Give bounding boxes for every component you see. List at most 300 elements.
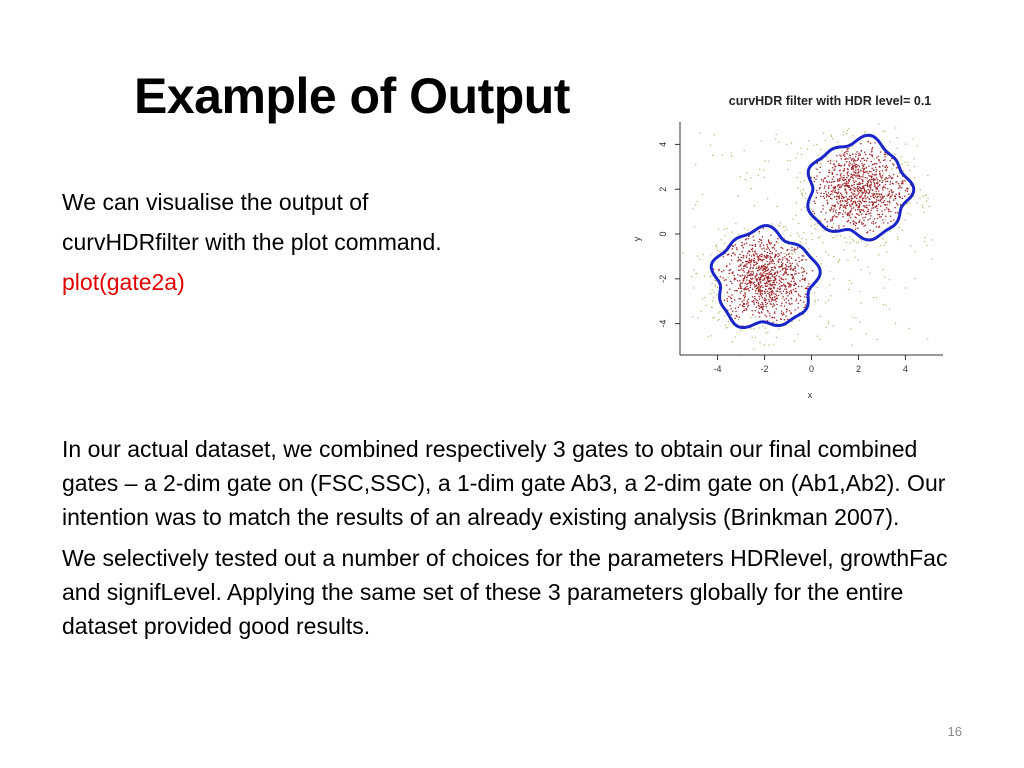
data-point <box>812 211 814 213</box>
data-point <box>865 246 866 247</box>
data-point <box>833 208 835 210</box>
data-point <box>765 270 767 272</box>
data-point <box>900 197 902 199</box>
data-point <box>865 225 867 227</box>
data-point <box>852 135 853 136</box>
data-point <box>775 301 777 303</box>
data-point <box>762 293 764 295</box>
data-point <box>744 294 746 296</box>
data-point <box>778 276 780 278</box>
data-point <box>897 237 898 238</box>
data-point <box>752 278 754 280</box>
data-point <box>770 234 772 236</box>
background-point <box>786 144 787 145</box>
data-point <box>845 208 847 210</box>
background-point <box>792 254 793 255</box>
background-point <box>787 169 788 170</box>
data-point <box>882 189 884 191</box>
data-point <box>749 258 751 260</box>
data-point <box>754 284 756 286</box>
data-point <box>792 278 794 280</box>
data-point <box>818 237 819 238</box>
data-point <box>791 247 793 249</box>
background-point <box>798 236 799 237</box>
data-point <box>840 178 842 180</box>
data-point <box>785 302 787 304</box>
data-point <box>872 174 874 176</box>
data-point <box>739 254 741 256</box>
background-point <box>718 319 719 320</box>
data-point <box>776 304 778 306</box>
data-point <box>878 156 880 158</box>
data-point <box>876 157 878 159</box>
data-point <box>801 286 803 288</box>
data-point <box>839 184 841 186</box>
data-point <box>765 295 767 297</box>
data-point <box>882 175 884 177</box>
data-point <box>786 311 788 313</box>
data-point <box>783 290 785 292</box>
background-point <box>805 242 806 243</box>
data-point <box>842 177 844 179</box>
data-point <box>825 251 826 252</box>
data-point <box>781 282 783 284</box>
data-point <box>746 261 748 263</box>
data-point <box>864 171 866 173</box>
data-point <box>733 275 735 277</box>
data-point <box>784 305 786 307</box>
data-point <box>908 193 910 195</box>
data-point <box>779 279 781 281</box>
data-point <box>842 179 844 181</box>
data-point <box>801 243 802 244</box>
background-point <box>768 344 769 345</box>
data-point <box>715 245 716 246</box>
data-point <box>877 182 879 184</box>
data-point <box>863 225 865 227</box>
data-point <box>799 261 801 263</box>
data-point <box>843 206 845 208</box>
data-point <box>861 209 863 211</box>
data-point <box>855 169 857 171</box>
data-point <box>758 327 759 328</box>
data-point <box>838 184 840 186</box>
data-point <box>862 183 864 185</box>
data-point <box>849 186 851 188</box>
data-point <box>826 221 828 223</box>
data-point <box>867 189 869 191</box>
data-point <box>866 160 868 162</box>
data-point <box>872 147 874 149</box>
data-point <box>869 230 871 232</box>
data-point <box>834 215 836 217</box>
data-point <box>717 250 718 251</box>
data-point <box>840 193 842 195</box>
data-point <box>870 188 872 190</box>
data-point <box>770 251 772 253</box>
data-point <box>831 191 833 193</box>
data-point <box>837 179 839 181</box>
data-point <box>760 304 762 306</box>
data-point <box>832 216 834 218</box>
data-point <box>848 164 850 166</box>
data-point <box>853 174 855 176</box>
background-point <box>884 287 885 288</box>
data-point <box>832 219 834 221</box>
data-point <box>777 238 779 240</box>
data-point <box>834 191 836 193</box>
data-point <box>724 300 726 302</box>
background-point <box>764 160 765 161</box>
background-point <box>727 277 728 278</box>
data-point <box>779 291 781 293</box>
data-point <box>837 193 839 195</box>
data-point <box>893 199 895 201</box>
data-point <box>853 201 855 203</box>
data-point <box>791 280 793 282</box>
data-point <box>745 239 747 241</box>
data-point <box>889 202 891 204</box>
data-point <box>858 153 860 155</box>
data-point <box>759 239 761 241</box>
background-point <box>910 214 911 215</box>
background-point <box>710 144 711 145</box>
data-point <box>762 287 764 289</box>
data-point <box>877 183 879 185</box>
data-point <box>856 204 858 206</box>
data-point <box>850 155 852 157</box>
data-point <box>758 291 760 293</box>
plot-axes <box>675 122 943 360</box>
data-point <box>923 212 924 213</box>
data-point <box>880 151 882 153</box>
data-point <box>820 192 822 194</box>
data-point <box>729 289 731 291</box>
data-point <box>869 184 871 186</box>
data-point <box>865 131 866 132</box>
data-point <box>897 175 899 177</box>
data-point <box>828 170 830 172</box>
data-point <box>864 196 866 198</box>
data-point <box>886 207 888 209</box>
data-point <box>855 195 857 197</box>
data-point <box>785 285 787 287</box>
data-point <box>774 272 776 274</box>
data-point <box>854 182 856 184</box>
background-point <box>869 273 870 274</box>
background-point <box>826 156 827 157</box>
data-point <box>804 270 806 272</box>
background-point <box>926 200 927 201</box>
data-point <box>730 281 732 283</box>
data-point <box>747 229 748 230</box>
data-point <box>751 274 753 276</box>
data-point <box>857 175 859 177</box>
data-point <box>780 281 782 283</box>
background-point <box>795 252 796 253</box>
data-point <box>794 285 796 287</box>
data-point <box>732 311 734 313</box>
data-point <box>755 310 757 312</box>
background-point <box>883 304 884 305</box>
data-point <box>847 186 849 188</box>
background-point <box>860 291 861 292</box>
background-point <box>716 244 717 245</box>
background-point <box>913 138 914 139</box>
data-point <box>768 272 770 274</box>
data-point <box>904 180 906 182</box>
data-point <box>778 141 779 142</box>
data-point <box>744 275 746 277</box>
data-point <box>811 233 812 234</box>
data-point <box>877 186 879 188</box>
data-point <box>771 300 773 302</box>
background-point <box>797 334 798 335</box>
data-point <box>839 206 841 208</box>
data-point <box>864 168 866 170</box>
data-point <box>855 228 857 230</box>
data-point <box>800 296 802 298</box>
data-point <box>885 187 887 189</box>
data-point <box>865 216 867 218</box>
paragraph-1: In our actual dataset, we combined respectively 3 gates to obtain our final combined gates – a 2-dim gate on (FSC,SSC), a 1-dim gate Ab3, a 2-dim gate on (Ab1,Ab2). Our intention was to match the results of an already existing analysis (Brinkman 2007). <box>62 436 946 530</box>
data-point <box>760 294 762 296</box>
background-point <box>851 283 852 284</box>
data-point <box>749 254 751 256</box>
data-point <box>868 209 870 211</box>
data-point <box>891 192 893 194</box>
data-point <box>769 313 771 315</box>
data-point <box>844 168 846 170</box>
data-point <box>772 274 774 276</box>
data-point <box>774 282 776 284</box>
data-point <box>833 164 835 166</box>
data-point <box>882 219 884 221</box>
data-point <box>740 330 741 331</box>
data-point <box>857 228 859 230</box>
data-point <box>823 230 824 231</box>
data-point <box>756 253 758 255</box>
data-point <box>835 166 837 168</box>
data-point <box>896 137 897 138</box>
data-point <box>854 166 856 168</box>
background-point <box>744 150 745 151</box>
data-point <box>794 248 796 250</box>
data-point <box>870 196 872 198</box>
data-point <box>711 335 712 336</box>
data-point <box>740 286 742 288</box>
data-point <box>722 277 724 279</box>
data-point <box>838 214 840 216</box>
background-point <box>828 321 829 322</box>
data-point <box>833 186 835 188</box>
x-tick-label: 0 <box>808 364 815 374</box>
data-point <box>754 296 756 298</box>
data-point <box>729 305 731 307</box>
data-point <box>869 199 871 201</box>
data-point <box>763 268 765 270</box>
background-point <box>776 134 777 135</box>
background-point <box>833 223 834 224</box>
data-point <box>858 155 860 157</box>
data-point <box>895 195 897 197</box>
data-point <box>890 181 892 183</box>
data-point <box>769 261 771 263</box>
data-point <box>863 169 865 171</box>
data-point <box>790 267 792 269</box>
data-point <box>779 288 781 290</box>
data-point <box>901 187 903 189</box>
data-point <box>762 304 764 306</box>
data-point <box>784 299 786 301</box>
background-point <box>714 134 715 135</box>
data-point <box>746 263 748 265</box>
data-point <box>806 288 808 290</box>
background-point <box>902 164 903 165</box>
background-point <box>853 240 854 241</box>
data-point <box>857 165 859 167</box>
data-point <box>854 191 856 193</box>
data-point <box>859 204 861 206</box>
data-point <box>786 298 788 300</box>
data-point <box>871 150 873 152</box>
data-point <box>814 292 815 293</box>
data-point <box>904 161 905 162</box>
data-point <box>833 188 835 190</box>
data-point <box>883 187 885 189</box>
background-point <box>776 206 777 207</box>
data-point <box>862 200 864 202</box>
data-point <box>869 179 871 181</box>
data-point <box>853 162 855 164</box>
data-point <box>905 190 907 192</box>
data-point <box>847 148 849 150</box>
data-point <box>761 260 763 262</box>
data-point <box>876 226 878 228</box>
background-point <box>860 269 861 270</box>
data-point <box>814 213 816 215</box>
data-point <box>874 163 876 165</box>
data-point <box>850 222 852 224</box>
data-point <box>841 194 843 196</box>
data-point <box>862 179 864 181</box>
data-point <box>758 288 760 290</box>
data-point <box>840 186 842 188</box>
data-point <box>812 239 813 240</box>
data-point <box>750 281 752 283</box>
data-point <box>847 169 849 171</box>
data-point <box>867 231 869 233</box>
data-point <box>823 133 824 134</box>
data-point <box>774 267 776 269</box>
x-tick-label: 4 <box>902 364 908 374</box>
data-point <box>898 193 900 195</box>
data-point <box>902 198 904 200</box>
data-point <box>759 316 761 318</box>
data-point <box>735 244 737 246</box>
data-point <box>770 270 772 272</box>
data-point <box>766 261 768 263</box>
data-point <box>752 268 754 270</box>
data-point <box>766 248 768 250</box>
y-tick-label: -4 <box>658 319 668 328</box>
data-point <box>813 145 814 146</box>
data-point <box>854 188 856 190</box>
data-point <box>855 156 857 158</box>
data-point <box>753 302 755 304</box>
data-point <box>767 252 769 254</box>
background-point <box>794 340 795 341</box>
data-point <box>832 167 834 169</box>
y-tick-label: 2 <box>658 186 668 192</box>
data-point <box>758 231 760 233</box>
data-point <box>867 183 869 185</box>
data-point <box>819 236 820 237</box>
data-point <box>762 236 764 238</box>
data-point <box>824 197 826 199</box>
data-point <box>789 291 791 293</box>
data-point <box>870 182 872 184</box>
data-point <box>887 188 889 190</box>
background-point <box>847 260 848 261</box>
background-point <box>759 233 760 234</box>
data-point <box>786 292 788 294</box>
background-point <box>726 327 727 328</box>
data-point <box>769 280 771 282</box>
data-point <box>846 192 848 194</box>
data-point <box>764 255 766 257</box>
data-point <box>884 209 886 211</box>
data-point <box>782 259 784 261</box>
data-point <box>800 181 801 182</box>
data-point <box>758 303 760 305</box>
data-point <box>889 141 890 142</box>
background-point <box>889 205 890 206</box>
data-point <box>901 156 902 157</box>
background-point <box>917 145 918 146</box>
data-point <box>853 178 855 180</box>
data-point <box>760 307 762 309</box>
data-point <box>864 164 866 166</box>
data-point <box>863 170 865 172</box>
data-point <box>881 182 883 184</box>
data-point <box>850 211 852 213</box>
data-point <box>815 228 816 229</box>
background-point <box>825 327 826 328</box>
data-point <box>844 152 846 154</box>
data-point <box>743 309 745 311</box>
data-point <box>723 256 725 258</box>
data-point <box>874 194 876 196</box>
data-point <box>771 294 773 296</box>
data-point <box>731 255 733 257</box>
data-point <box>758 284 760 286</box>
data-point <box>759 308 761 310</box>
data-point <box>885 184 887 186</box>
data-point <box>773 246 775 248</box>
data-point <box>803 189 804 190</box>
data-point <box>873 178 875 180</box>
data-point <box>787 319 789 321</box>
data-point <box>737 274 739 276</box>
data-point <box>711 275 712 276</box>
data-point <box>759 259 761 261</box>
data-point <box>735 308 737 310</box>
data-point <box>787 274 789 276</box>
data-point <box>854 160 856 162</box>
background-point <box>692 208 693 209</box>
background-point <box>763 169 764 170</box>
